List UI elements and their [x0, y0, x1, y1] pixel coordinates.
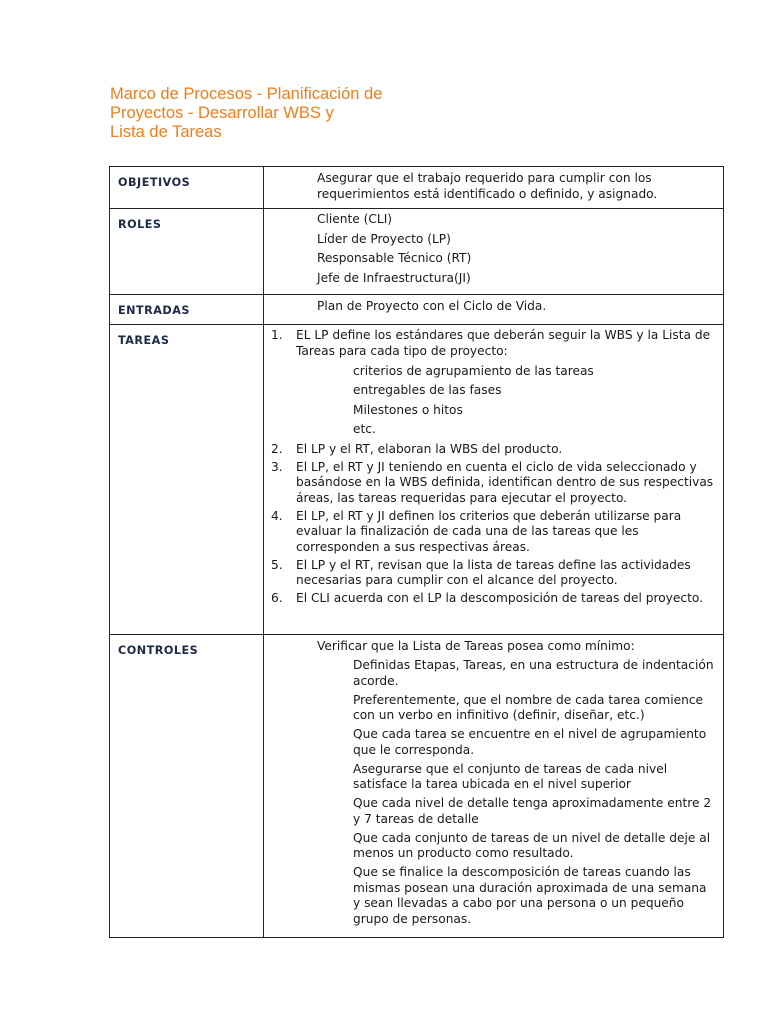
row-roles — [110, 209, 724, 295]
controles-intro: Verificar que la Lista de Tareas posea como mínimo: — [317, 639, 635, 653]
control-item: Preferentemente, que el nombre de cada tarea comience con un verbo en infinitivo (definir, diseñar, etc.) — [353, 692, 704, 722]
row-tareas — [110, 325, 724, 635]
control-item: Que cada nivel de detalle tenga aproximadamente entre 2 y 7 tareas de detalle — [353, 796, 712, 826]
label-roles: ROLES — [110, 209, 264, 295]
role-item: Cliente (CLI) — [317, 212, 393, 226]
task-item — [264, 591, 717, 607]
label-controles: CONTROLES — [110, 635, 264, 938]
task-text: EL LP define los estándares que deberán seguir la WBS y la Lista de Tareas para cada tipo de proyecto: — [296, 328, 711, 358]
task-sub-item: etc. — [353, 422, 376, 436]
task-number: 6. — [271, 591, 283, 605]
content-objetivos — [264, 167, 724, 209]
label-entradas: ENTRADAS — [110, 295, 264, 325]
control-item: Que se finalice la descomposición de tareas cuando las mismas posean una duración aproximada de una semana y sean llevadas a cabo por una persona o un pequeño grupo de personas. — [353, 865, 707, 926]
task-number: 2. — [271, 441, 283, 456]
task-item — [264, 328, 717, 359]
task-text: El LP, el RT y JI teniendo en cuenta el ciclo de vida seleccionado y basándose en la WBS definida, identifican dentro de sus respectivas áreas, las tareas requeridas para ejecutar el proyecto. — [296, 459, 714, 505]
task-sub-item: criterios de agrupamiento de las tareas — [353, 363, 594, 378]
control-item: Definidas Etapas, Tareas, en una estructura de indentación acorde. — [353, 658, 714, 688]
control-item: Asegurarse que el conjunto de tareas de cada nivel satisface la tarea ubicada en el nivel superior — [353, 761, 668, 791]
objetivos-text: Asegurar que el trabajo requerido para cumplir con los requerimientos está identificado o definido, y asignado. — [317, 171, 658, 201]
title-line: Proyectos - Desarrollar WBS y — [110, 104, 334, 122]
role-item: Líder de Proyecto (LP) — [317, 231, 451, 246]
control-item: Que cada conjunto de tareas de un nivel de detalle deje al menos un producto como resultado. — [353, 830, 711, 860]
task-item — [264, 442, 717, 458]
task-sub-item: Milestones o hitos — [353, 402, 463, 417]
task-number: 3. — [271, 459, 283, 474]
task-sub-item: entregables de las fases — [353, 383, 502, 397]
role-item: Responsable Técnico (RT) — [317, 251, 472, 265]
task-number: 5. — [271, 557, 283, 572]
entradas-text: Plan de Proyecto con el Ciclo de Vida. — [317, 299, 547, 313]
control-item: Que cada tarea se encuentre en el nivel de agrupamiento que le corresponda. — [353, 727, 707, 757]
task-text: El LP y el RT, revisan que la lista de tareas define las actividades necesarias para cumplir con el alcance del proyecto. — [296, 557, 691, 587]
title-line: Marco de Procesos - Planificación de — [110, 85, 383, 103]
task-item — [264, 558, 717, 589]
content-roles — [264, 209, 724, 295]
title-line: Lista de Tareas — [110, 123, 222, 141]
label-objetivos: OBJETIVOS — [110, 167, 264, 209]
row-controles — [110, 635, 724, 938]
row-entradas — [110, 295, 724, 325]
role-item: Jefe de Infraestructura(JI) — [317, 270, 471, 285]
task-number: 4. — [271, 508, 283, 523]
task-text: El LP, el RT y JI definen los criterios que deberán utilizarse para evaluar la finalización de cada una de las tareas que les corresponden a sus respectivas áreas. — [296, 508, 682, 554]
task-text: El CLI acuerda con el LP la descomposición de tareas del proyecto. — [296, 591, 703, 605]
row-objetivos — [110, 167, 724, 209]
content-entradas — [264, 295, 724, 325]
task-item — [264, 509, 717, 556]
content-tareas — [264, 325, 724, 635]
task-text: El LP y el RT, elaboran la WBS del producto. — [296, 441, 563, 456]
task-number: 1. — [271, 328, 283, 342]
process-table — [109, 166, 724, 938]
label-tareas: TAREAS — [110, 325, 264, 635]
document-title — [110, 85, 440, 142]
task-item — [264, 460, 717, 507]
content-controles — [264, 635, 724, 938]
